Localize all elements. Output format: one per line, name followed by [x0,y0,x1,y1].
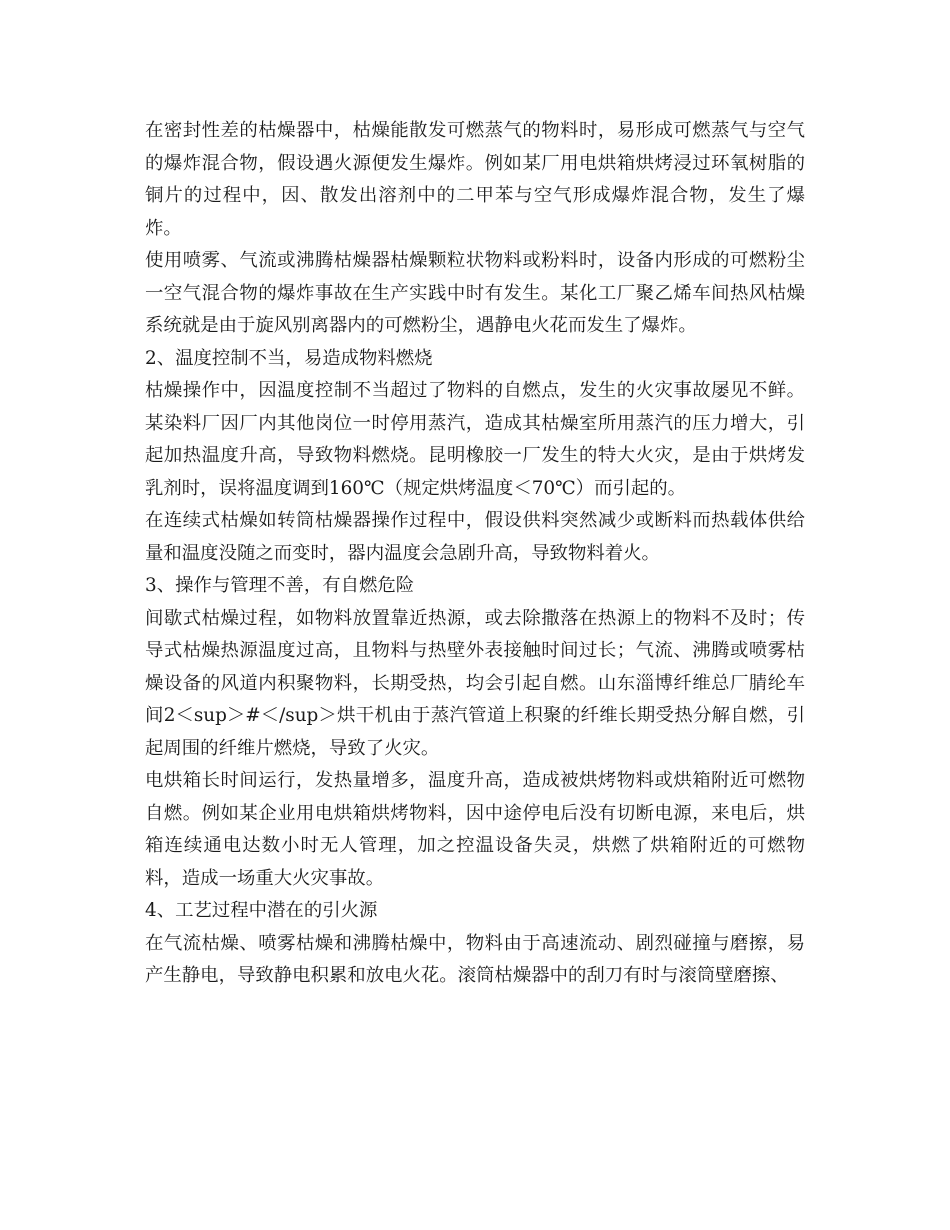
paragraph-continuous-dryer: 在连续式枯燥如转筒枯燥器操作过程中，假设供料突然减少或断料而热载体供给量和温度没随之而变时，器内温度会急剧升高，导致物料着火。 [145,510,805,564]
document-page [145,115,805,993]
heading-ignition-sources: 4、工艺过程中潜在的引火源 [145,900,378,921]
paragraph-flammable-vapor: 在密封性差的枯燥器中，枯燥能散发可燃蒸气的物料时，易形成可燃蒸气与空气的爆炸混合物，假设遇火源便发生爆炸。例如某厂用电烘箱烘烤浸过环氧树脂的铜片的过程中，因、散发出溶剂中的二甲苯与空气形成爆炸混合物，发生了爆炸。 [145,120,805,239]
heading-temperature-control: 2、温度控制不当，易造成物料燃烧 [145,347,433,369]
paragraph-electric-oven: 电烘箱长时间运行，发热量增多，温度升高，造成被烘烤物料或烘箱附近可燃物自燃。例如某企业用电烘箱烘烤物料，因中途停电后没有切断电源，来电后，烘箱连续通电达数小时无人管理，加之控温设备失灵，烘燃了烘箱附近的可燃物料，造成一场重大火灾事故。 [145,770,805,889]
paragraph-overheat-fire: 枯燥操作中，因温度控制不当超过了物料的自燃点，发生的火灾事故屡见不鲜。某染料厂因厂内其他岗位一时停用蒸汽，造成其枯燥室所用蒸汽的压力增大，引起加热温度升高，导致物料燃烧。昆明橡胶一厂发生的特大火灾，是由于烘烤发乳剂时，误将温度调到160℃（规定烘烤温度＜70℃）而引起的。 [145,380,805,499]
paragraph-self-ignition: 间歇式枯燥过程，如物料放置靠近热源，或去除撒落在热源上的物料不及时；传导式枯燥热源温度过高，且物料与热壁外表接触时间过长；气流、沸腾或喷雾枯燥设备的风道内积聚物料，长期受热，均会引起自燃。山东淄博纤维总厂腈纶车间2＜sup＞#＜/sup＞烘干机由于蒸汽管道上积聚的纤维长期受热分解自燃，引起周围的纤维片燃烧，导致了火灾。 [145,607,805,759]
paragraph-dust-explosion: 使用喷雾、气流或沸腾枯燥器枯燥颗粒状物料或粉料时，设备内形成的可燃粉尘一空气混合物的爆炸事故在生产实践中时有发生。某化工厂聚乙烯车间热风枯燥系统就是由于旋风别离器内的可燃粉尘，遇静电火花而发生了爆炸。 [145,250,805,336]
paragraph-static-electricity: 在气流枯燥、喷雾枯燥和沸腾枯燥中，物料由于高速流动、剧烈碰撞与磨擦，易产生静电，导致静电积累和放电火花。滚筒枯燥器中的刮刀有时与滚筒壁磨擦、 [145,932,805,986]
heading-operation-management: 3、操作与管理不善，有自燃危险 [145,575,415,596]
